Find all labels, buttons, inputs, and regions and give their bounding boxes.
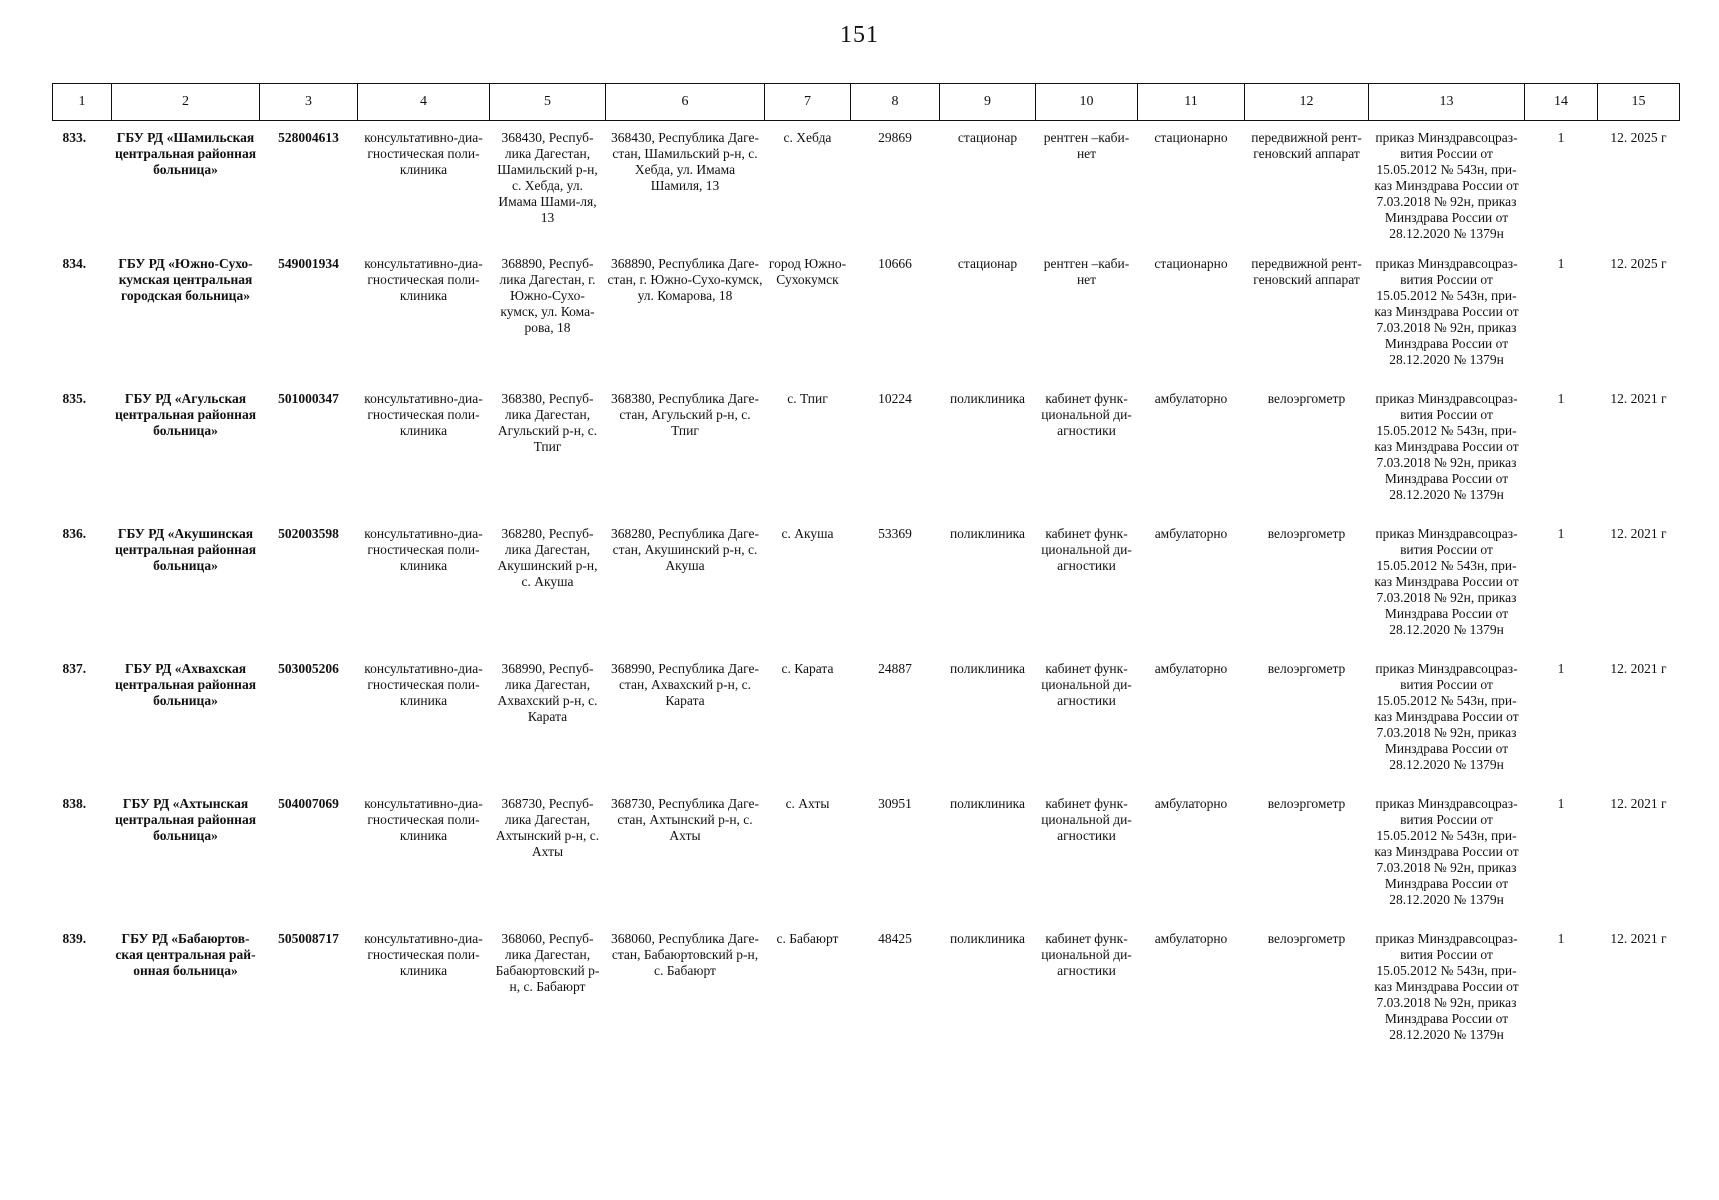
equipment: велоэргометр	[1267, 796, 1346, 811]
table-row	[53, 526, 1680, 661]
legal-address: 368430, Респуб-лика Дагестан, Шамильский р-н, с. Хебда, ул. Имама Шами-ля, 13	[497, 130, 598, 225]
locality: город Южно-Сухокумск	[768, 256, 847, 287]
row-number: 835.	[62, 391, 87, 406]
locality: с. Акуша	[781, 526, 834, 541]
unit: поликлиника	[949, 796, 1026, 811]
facility-type: консультативно-диа-гностическая поли-клиника	[364, 391, 483, 438]
room: кабинет функ-циональной ди-агностики	[1041, 796, 1132, 843]
quantity: 1	[1557, 661, 1565, 676]
row-number: 836.	[62, 526, 87, 541]
unit: поликлиника	[949, 391, 1026, 406]
locality: с. Хебда	[783, 130, 832, 145]
organization-name: ГБУ РД «Агульская центральная районная больница»	[114, 391, 257, 438]
facility-type: консультативно-диа-гностическая поли-клиника	[364, 931, 483, 978]
actual-address: 368280, Республика Даге-стан, Акушинский р-н, с. Акуша	[611, 526, 759, 573]
unit: стационар	[957, 256, 1018, 271]
column-header: 2	[112, 84, 260, 121]
inn-code: 549001934	[278, 256, 339, 271]
care-form: амбулаторно	[1154, 796, 1228, 811]
table-row	[53, 661, 1680, 796]
quantity: 1	[1557, 796, 1565, 811]
actual-address: 368990, Республика Даге-стан, Ахвахский р-н, с. Карата	[611, 661, 759, 708]
room: кабинет функ-циональной ди-агностики	[1041, 661, 1132, 708]
quantity: 1	[1557, 526, 1565, 541]
inn-code: 502003598	[278, 526, 339, 541]
table-header	[53, 84, 1680, 121]
quantity: 1	[1557, 256, 1565, 271]
table-body	[53, 121, 1680, 1067]
unit: поликлиника	[949, 661, 1026, 676]
column-header: 15	[1598, 84, 1680, 121]
quantity: 1	[1557, 391, 1565, 406]
legal-address: 368280, Респуб-лика Дагестан, Акушинский р-н, с. Акуша	[497, 526, 598, 589]
facility-type: консультативно-диа-гностическая поли-клиника	[364, 526, 483, 573]
order-reference: приказ Минздравсоцраз-вития России от 15.05.2012 № 543н, при-каз Минздрава России от 7.03.2018 № 92н, приказ Минздрава России от 28.12.2020 № 1379н	[1374, 526, 1519, 637]
population: 29869	[878, 130, 912, 145]
column-header: 9	[940, 84, 1036, 121]
actual-address: 368730, Республика Даге-стан, Ахтынский р-н, с. Ахты	[611, 796, 759, 843]
column-header: 13	[1369, 84, 1525, 121]
equipment: велоэргометр	[1267, 526, 1346, 541]
facility-type: консультативно-диа-гностическая поли-клиника	[364, 256, 483, 303]
order-reference: приказ Минздравсоцраз-вития России от 15.05.2012 № 543н, при-каз Минздрава России от 7.03.2018 № 92н, приказ Минздрава России от 28.12.2020 № 1379н	[1374, 130, 1519, 241]
inn-code: 501000347	[278, 391, 339, 406]
column-header: 3	[260, 84, 358, 121]
column-header: 10	[1036, 84, 1138, 121]
table-row	[53, 796, 1680, 931]
due-date: 12. 2025 г	[1610, 130, 1667, 145]
column-header: 11	[1138, 84, 1245, 121]
inn-code: 503005206	[278, 661, 339, 676]
registry-table	[52, 83, 1680, 1066]
care-form: амбулаторно	[1154, 526, 1228, 541]
actual-address: 368060, Республика Даге-стан, Бабаюртовский р-н, с. Бабаюрт	[611, 931, 759, 978]
quantity: 1	[1557, 931, 1565, 946]
order-reference: приказ Минздравсоцраз-вития России от 15.05.2012 № 543н, при-каз Минздрава России от 7.03.2018 № 92н, приказ Минздрава России от 28.12.2020 № 1379н	[1374, 796, 1519, 907]
locality: с. Ахты	[785, 796, 830, 811]
locality: с. Карата	[781, 661, 834, 676]
row-number: 838.	[62, 796, 87, 811]
unit: стационар	[957, 130, 1018, 145]
equipment: передвижной рент-геновский аппарат	[1251, 256, 1362, 287]
legal-address: 368060, Респуб-лика Дагестан, Бабаюртовский р-н, с. Бабаюрт	[495, 931, 600, 994]
facility-type: консультативно-диа-гностическая поли-клиника	[364, 661, 483, 708]
facility-type: консультативно-диа-гностическая поли-клиника	[364, 130, 483, 177]
inn-code: 505008717	[278, 931, 339, 946]
column-header: 1	[53, 84, 112, 121]
population: 48425	[878, 931, 912, 946]
organization-name: ГБУ РД «Ахвахская центральная районная больница»	[114, 661, 257, 708]
locality: с. Тпиг	[787, 391, 828, 406]
due-date: 12. 2025 г	[1610, 256, 1667, 271]
population: 10224	[878, 391, 912, 406]
organization-name: ГБУ РД «Шамильская центральная районная больница»	[114, 130, 257, 177]
locality: с. Бабаюрт	[776, 931, 839, 946]
table-row	[53, 391, 1680, 526]
header-row	[53, 84, 1680, 121]
page-number: 151	[840, 22, 879, 48]
actual-address: 368890, Республика Даге-стан, г. Южно-Сухо-кумск, ул. Комарова, 18	[607, 256, 763, 303]
legal-address: 368380, Респуб-лика Дагестан, Агульский р-н, с. Тпиг	[497, 391, 598, 454]
room: кабинет функ-циональной ди-агностики	[1041, 526, 1132, 573]
population: 53369	[878, 526, 912, 541]
care-form: стационарно	[1154, 130, 1228, 145]
legal-address: 368990, Респуб-лика Дагестан, Ахвахский р-н, с. Карата	[497, 661, 598, 724]
equipment: велоэргометр	[1267, 931, 1346, 946]
care-form: стационарно	[1154, 256, 1228, 271]
table-row	[53, 931, 1680, 1066]
room: рентген –каби-нет	[1043, 256, 1130, 287]
row-number: 834.	[62, 256, 87, 271]
population: 30951	[878, 796, 912, 811]
column-header: 6	[606, 84, 765, 121]
order-reference: приказ Минздравсоцраз-вития России от 15.05.2012 № 543н, при-каз Минздрава России от 7.03.2018 № 92н, приказ Минздрава России от 28.12.2020 № 1379н	[1374, 661, 1519, 772]
due-date: 12. 2021 г	[1610, 931, 1667, 946]
due-date: 12. 2021 г	[1610, 661, 1667, 676]
legal-address: 368730, Респуб-лика Дагестан, Ахтынский р-н, с. Ахты	[495, 796, 600, 859]
table-row	[53, 121, 1680, 257]
care-form: амбулаторно	[1154, 661, 1228, 676]
row-number: 833.	[62, 130, 87, 145]
column-header: 8	[851, 84, 940, 121]
organization-name: ГБУ РД «Бабаюртов-ская центральная рай-онная больница»	[115, 931, 256, 978]
table-row	[53, 256, 1680, 391]
legal-address: 368890, Респуб-лика Дагестан, г. Южно-Сухо-кумск, ул. Кома-рова, 18	[499, 256, 596, 335]
quantity: 1	[1557, 130, 1565, 145]
column-header: 7	[765, 84, 851, 121]
order-reference: приказ Минздравсоцраз-вития России от 15.05.2012 № 543н, при-каз Минздрава России от 7.03.2018 № 92н, приказ Минздрава России от 28.12.2020 № 1379н	[1374, 391, 1519, 502]
organization-name: ГБУ РД «Акушинская центральная районная больница»	[114, 526, 257, 573]
population: 10666	[878, 256, 912, 271]
column-header: 4	[358, 84, 490, 121]
order-reference: приказ Минздравсоцраз-вития России от 15.05.2012 № 543н, при-каз Минздрава России от 7.03.2018 № 92н, приказ Минздрава России от 28.12.2020 № 1379н	[1374, 256, 1519, 367]
unit: поликлиника	[949, 931, 1026, 946]
room: рентген –каби-нет	[1043, 130, 1130, 161]
room: кабинет функ-циональной ди-агностики	[1041, 391, 1132, 438]
due-date: 12. 2021 г	[1610, 526, 1667, 541]
equipment: велоэргометр	[1267, 661, 1346, 676]
organization-name: ГБУ РД «Ахтынская центральная районная больница»	[114, 796, 257, 843]
room: кабинет функ-циональной ди-агностики	[1041, 931, 1132, 978]
care-form: амбулаторно	[1154, 391, 1228, 406]
column-header: 5	[490, 84, 606, 121]
inn-code: 528004613	[278, 130, 339, 145]
inn-code: 504007069	[278, 796, 339, 811]
organization-name: ГБУ РД «Южно-Сухо-кумская центральная городская больница»	[118, 256, 253, 303]
row-number: 839.	[62, 931, 87, 946]
actual-address: 368430, Республика Даге-стан, Шамильский р-н, с. Хебда, ул. Имама Шамиля, 13	[611, 130, 759, 193]
population: 24887	[878, 661, 912, 676]
column-header: 12	[1245, 84, 1369, 121]
facility-type: консультативно-диа-гностическая поли-клиника	[364, 796, 483, 843]
due-date: 12. 2021 г	[1610, 391, 1667, 406]
actual-address: 368380, Республика Даге-стан, Агульский р-н, с. Тпиг	[611, 391, 759, 438]
due-date: 12. 2021 г	[1610, 796, 1667, 811]
order-reference: приказ Минздравсоцраз-вития России от 15.05.2012 № 543н, при-каз Минздрава России от 7.03.2018 № 92н, приказ Минздрава России от 28.12.2020 № 1379н	[1374, 931, 1519, 1042]
column-header: 14	[1525, 84, 1598, 121]
equipment: передвижной рент-геновский аппарат	[1251, 130, 1362, 161]
care-form: амбулаторно	[1154, 931, 1228, 946]
unit: поликлиника	[949, 526, 1026, 541]
row-number: 837.	[62, 661, 87, 676]
equipment: велоэргометр	[1267, 391, 1346, 406]
